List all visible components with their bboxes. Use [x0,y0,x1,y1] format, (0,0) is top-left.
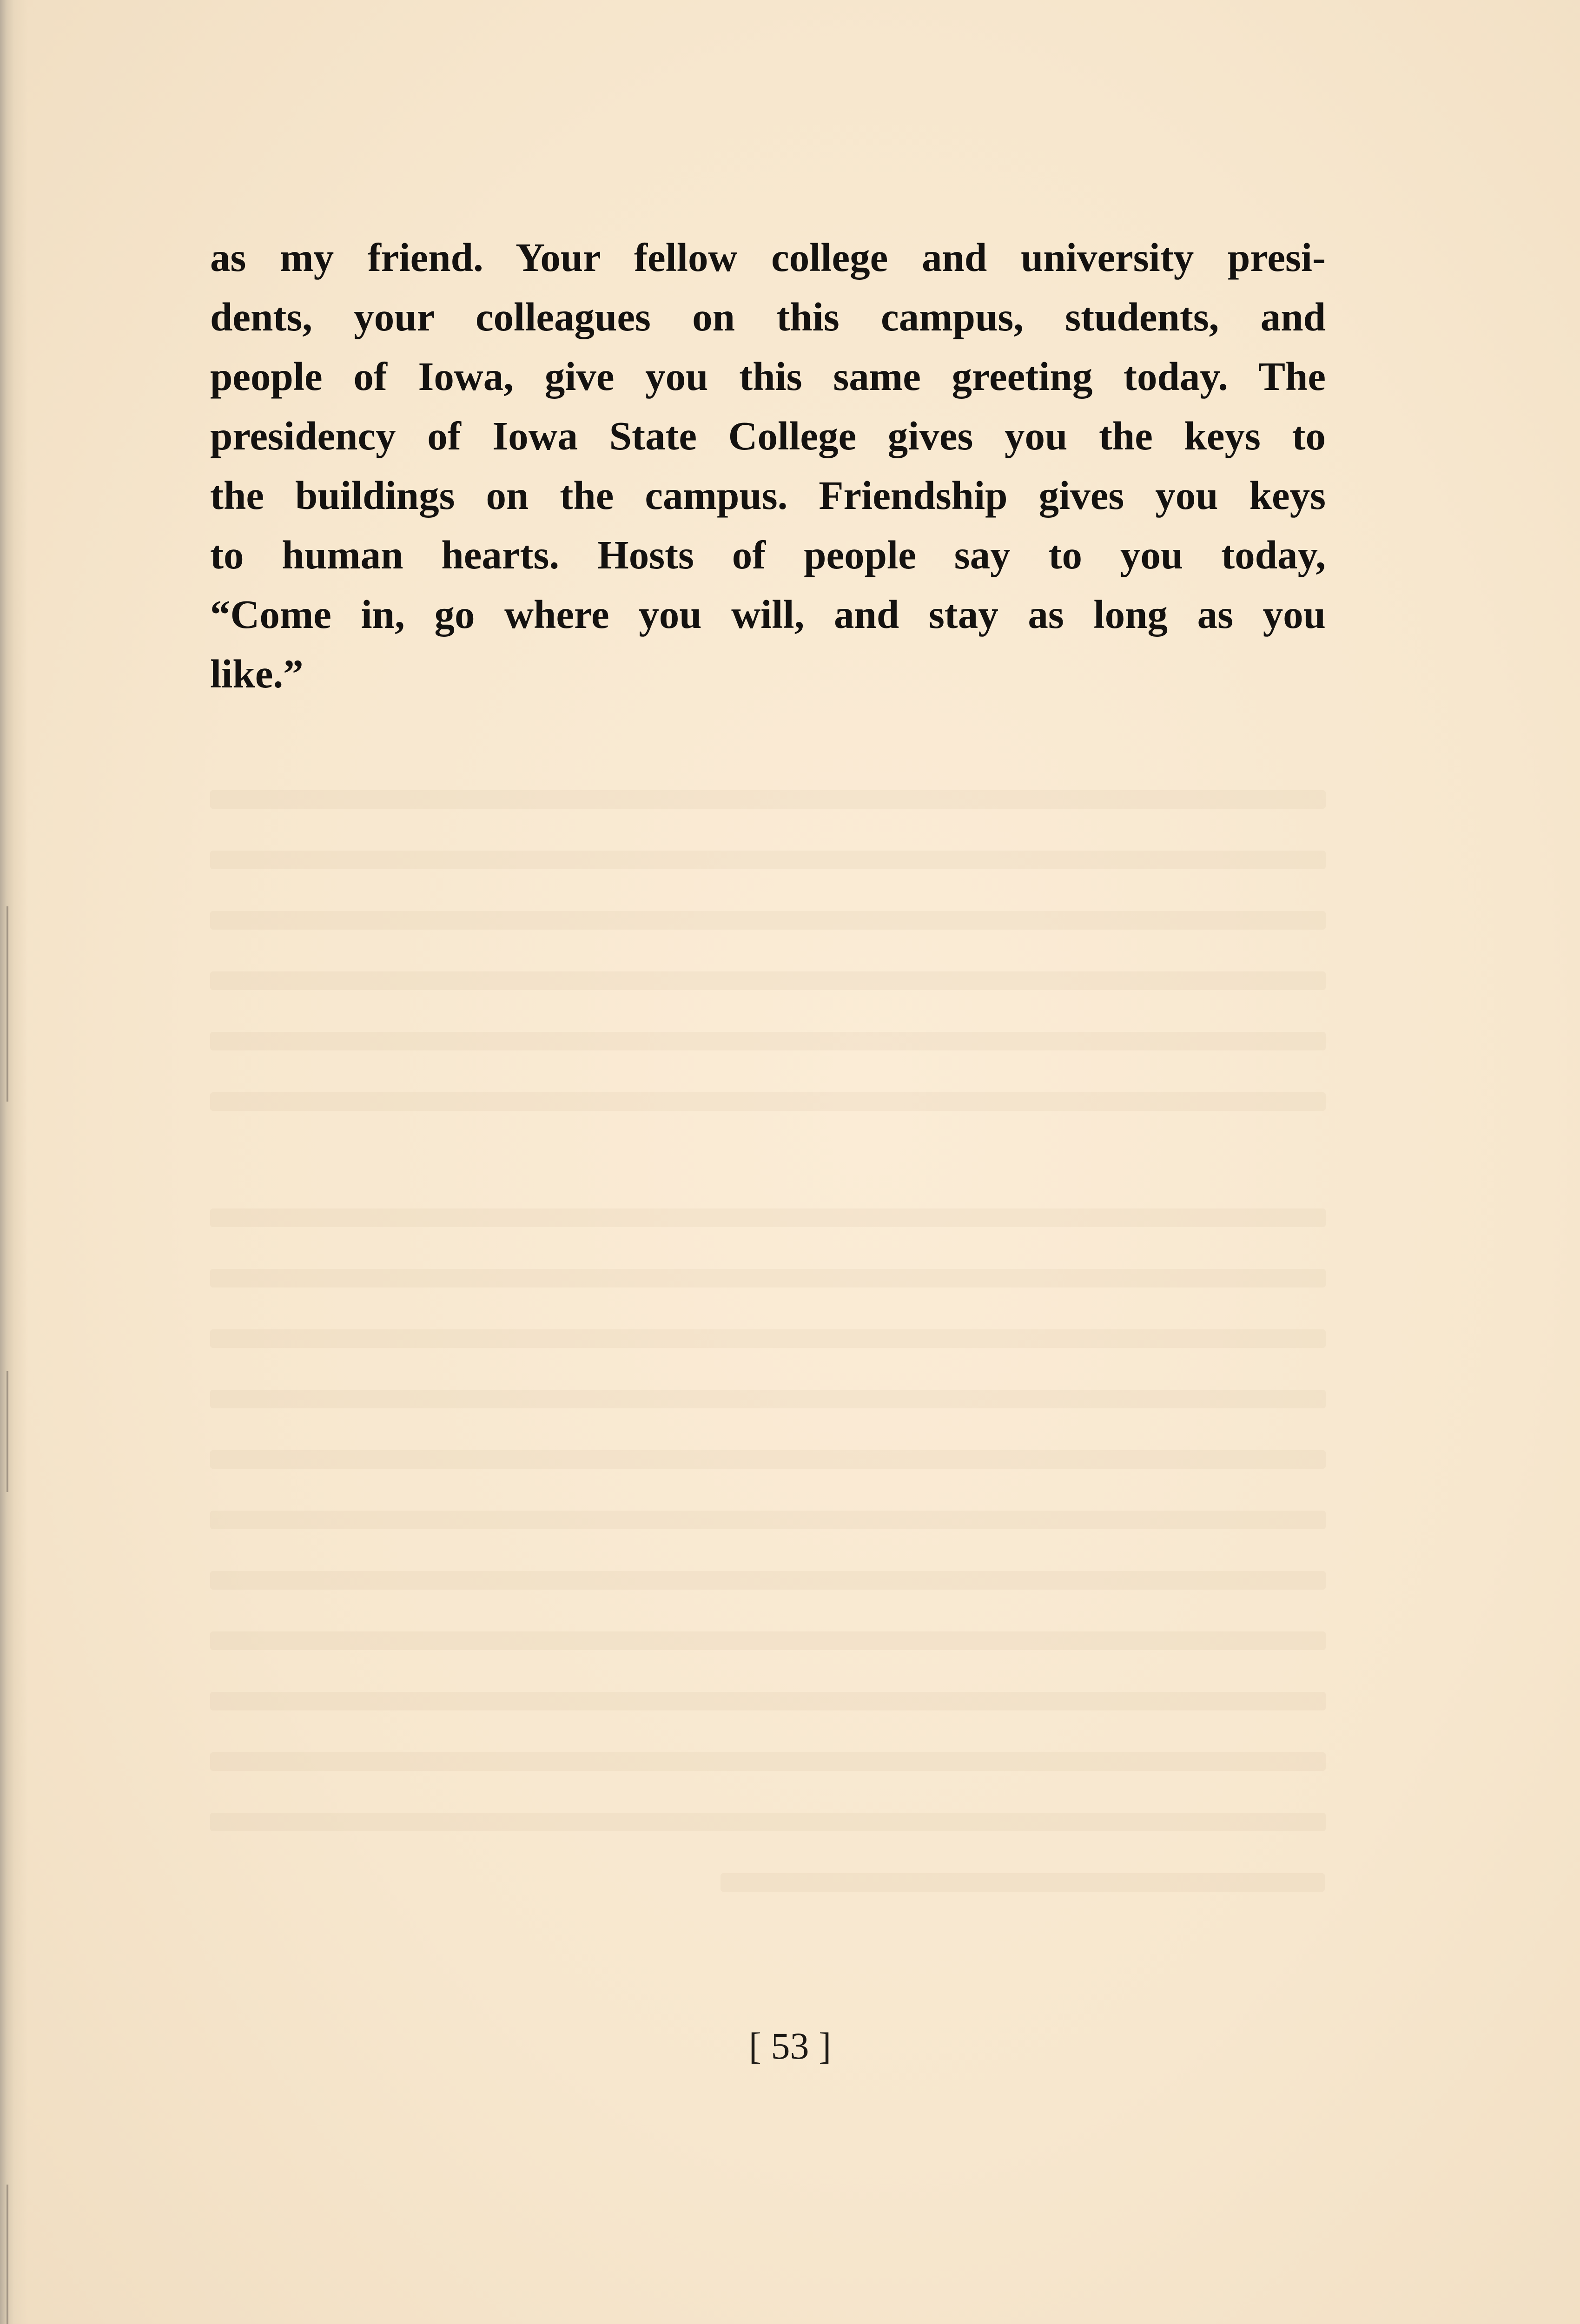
text-line: as my friend. Your fellow college and university presi- [210,235,1326,280]
gutter-mark [7,906,8,1102]
page-number: [ 53 ] [748,2025,832,2067]
show-through-line [210,1692,1326,1710]
text-line: like.” [210,651,304,696]
show-through-line [721,1873,1325,1892]
show-through-line [210,1032,1326,1050]
body-paragraph [210,228,1326,704]
show-through-line [210,971,1326,990]
show-through-line [210,790,1326,809]
text-line: dents, your colleagues on this campus, students, and [210,294,1326,339]
show-through-line [210,1813,1326,1831]
page-gutter [0,0,28,2324]
text-line: to human hearts. Hosts of people say to you today, [210,532,1326,577]
show-through-line [210,1390,1326,1408]
show-through-line [210,1571,1326,1590]
show-through-line [210,1329,1326,1348]
show-through-line [210,1752,1326,1771]
show-through-line [210,1450,1326,1469]
gutter-mark [7,2185,8,2324]
text-line: people of Iowa, give you this same greeting today. The [210,354,1326,399]
show-through-line [210,1511,1326,1529]
text-line: the buildings on the campus. Friendship gives you keys [210,473,1326,518]
show-through-line [210,1092,1326,1111]
show-through-line [210,911,1326,930]
show-through-line [210,1269,1326,1287]
gutter-mark [7,1371,8,1492]
text-line: “Come in, go where you will, and stay as long as you [210,592,1326,637]
text-line: presidency of Iowa State College gives you the keys to [210,413,1326,458]
show-through-line [210,851,1326,869]
show-through-line [210,1631,1326,1650]
show-through-line [210,1208,1326,1227]
